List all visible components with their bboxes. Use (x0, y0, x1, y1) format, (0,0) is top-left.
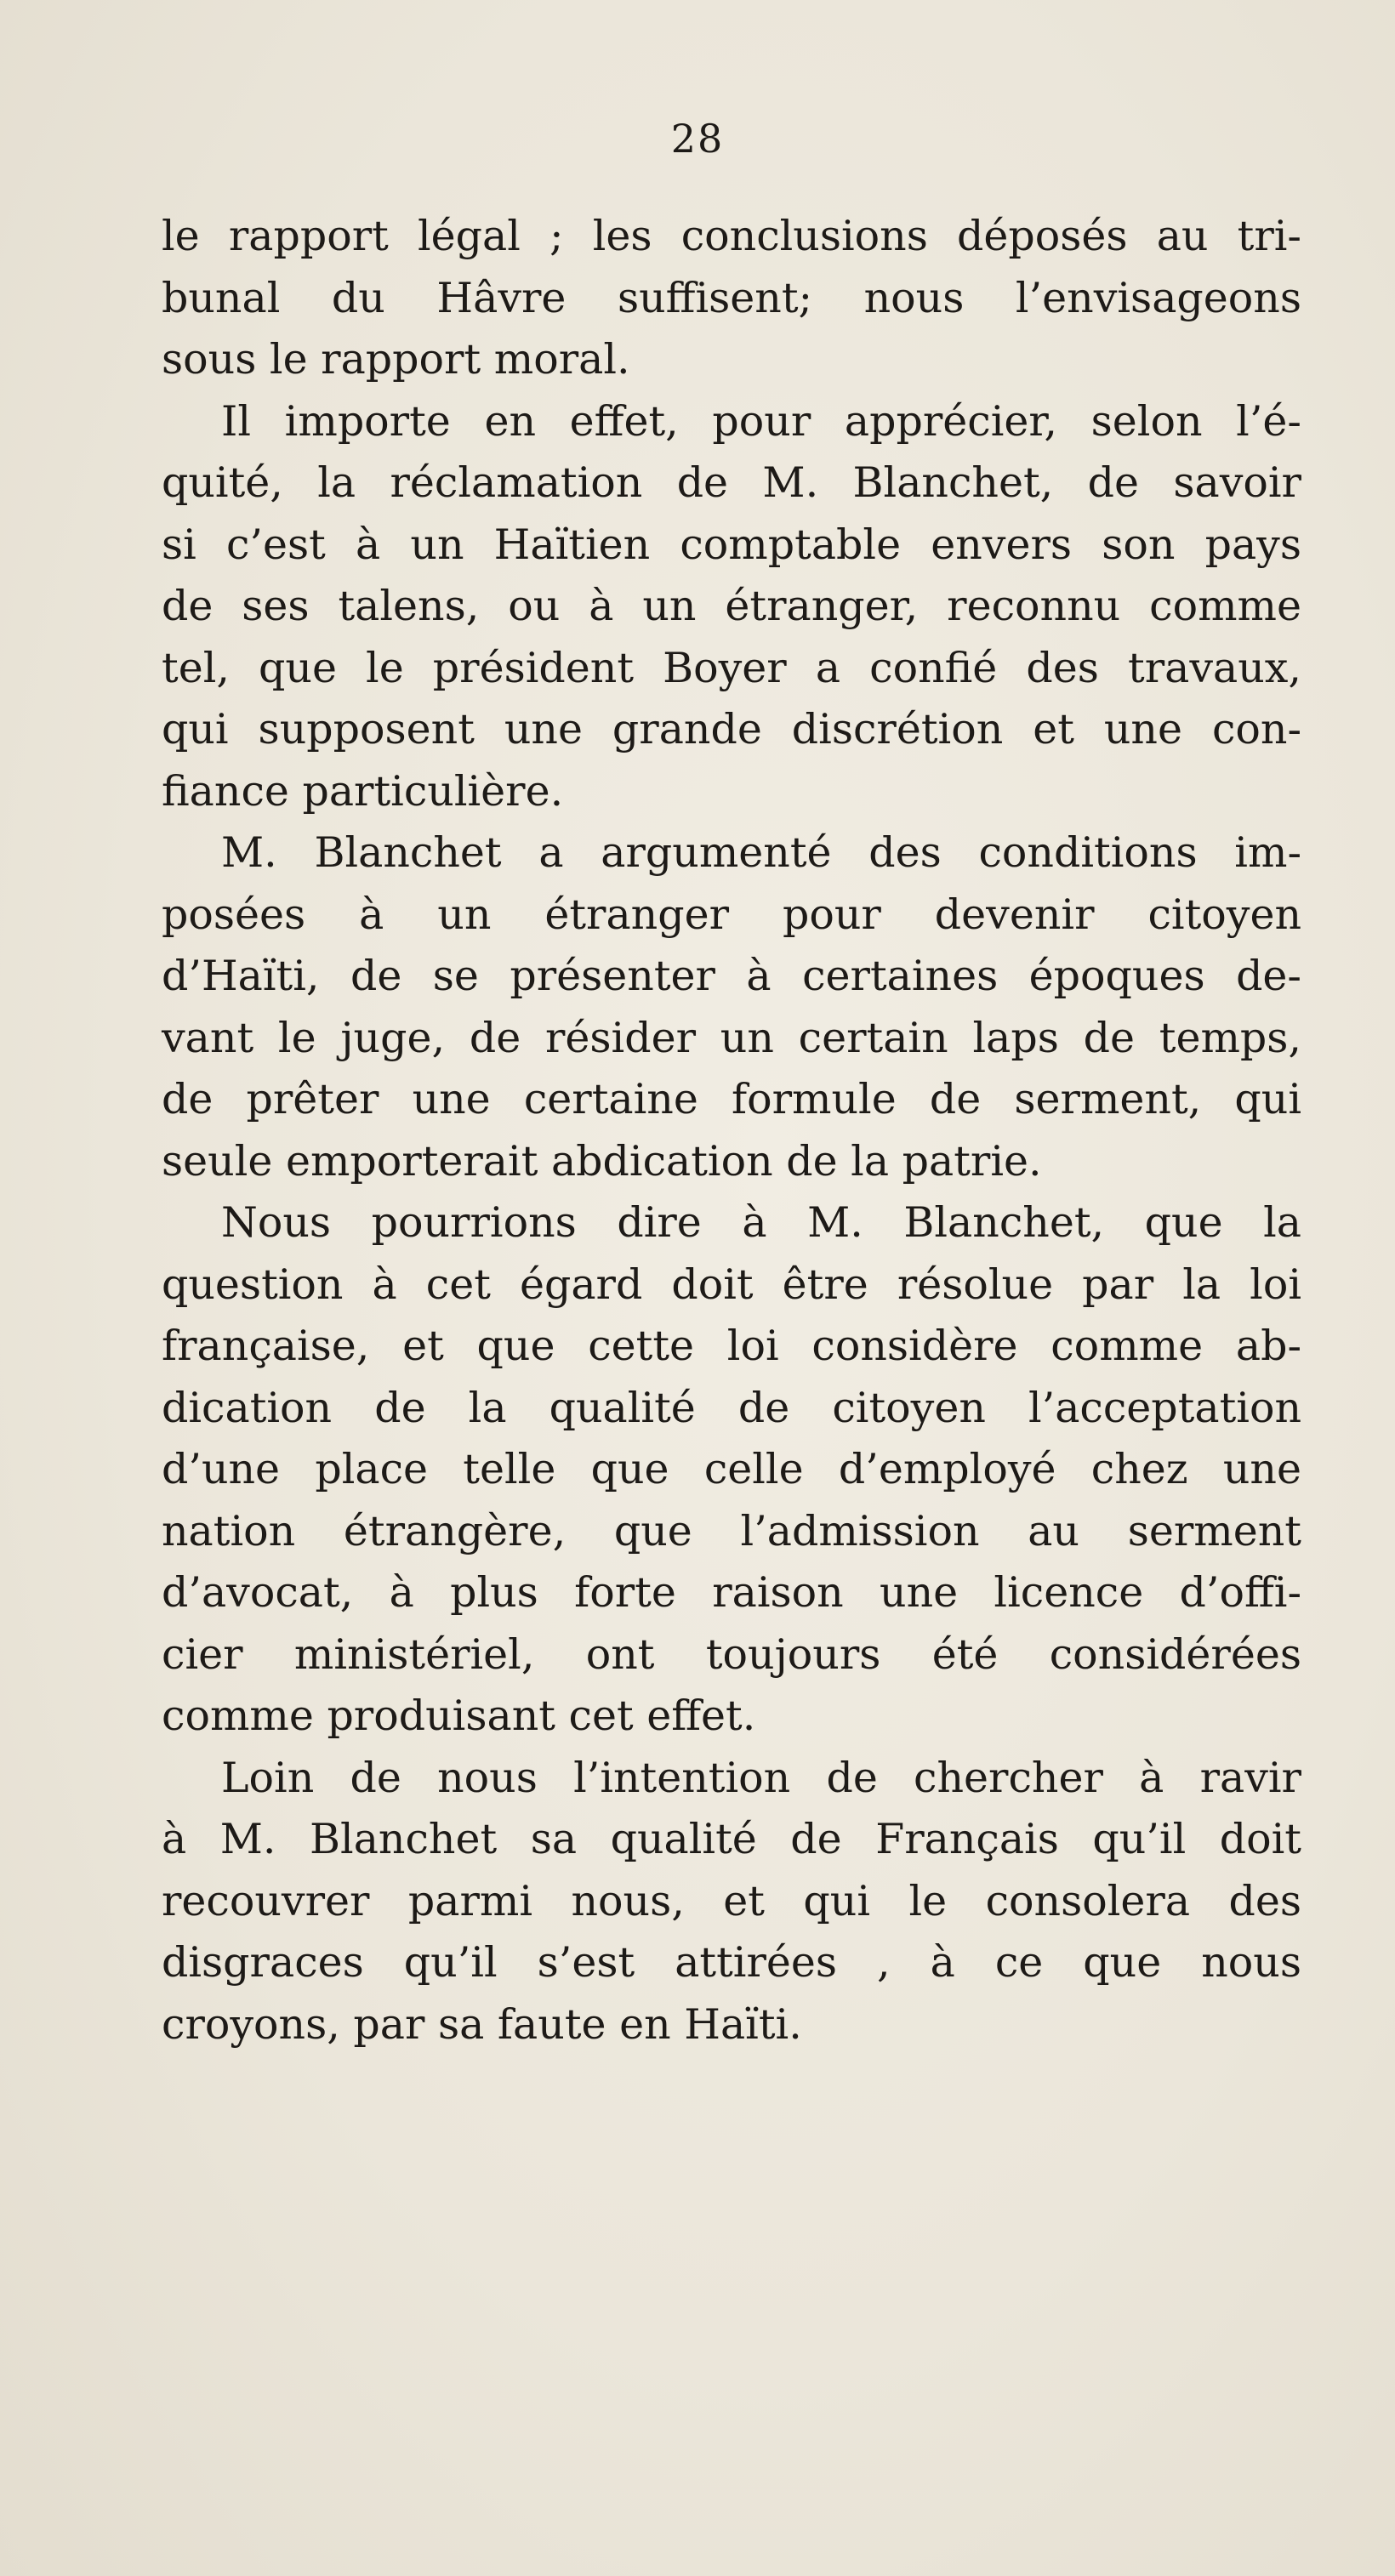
text-line: qui supposent une grande discrétion et une con- (162, 705, 1301, 753)
text-line: cier ministériel, ont toujours été considérées (162, 1629, 1301, 1679)
text-line: à M. Blanchet sa qualité de Français qu’il doit (162, 1815, 1301, 1863)
text-line: question à cet égard doit être résolue par la loi (162, 1260, 1301, 1309)
text-line: bunal du Hâvre suffisent; nous l’envisageons (162, 273, 1301, 322)
text-line: seule emporterait abdication de la patrie. (162, 1136, 1042, 1186)
text-line: fiance particulière. (162, 766, 564, 816)
text-line: nation étrangère, que l’admission au serment (162, 1506, 1301, 1555)
text-line: Il importe en effet, pour apprécier, selon l’é- (221, 396, 1301, 446)
text-line: quité, la réclamation de M. Blanchet, de savoir (162, 458, 1301, 507)
body-text (162, 206, 1301, 2056)
text-line: sous le rapport moral. (162, 335, 630, 384)
text-line: le rapport légal ; les conclusions déposés au tri- (162, 212, 1301, 260)
text-line: recouvrer parmi nous, et qui le consolera des (162, 1876, 1301, 1925)
text-line: dication de la qualité de citoyen l’acceptation (162, 1383, 1301, 1432)
text-line: disgraces qu’il s’est attirées , à ce que nous (162, 1938, 1301, 1987)
text-line: vant le juge, de résider un certain laps de temps, (162, 1013, 1301, 1062)
text-line: de ses talens, ou à un étranger, reconnu comme (162, 582, 1301, 630)
text-line: M. Blanchet a argumenté des conditions im- (221, 828, 1301, 877)
text-line: si c’est à un Haïtien comptable envers son pays (162, 520, 1301, 569)
text-line: d’une place telle que celle d’employé chez une (162, 1445, 1301, 1493)
text-line: française, et que cette loi considère comme ab- (162, 1322, 1301, 1370)
text-line: tel, que le président Boyer a confié des travaux, (162, 643, 1301, 692)
text-line: posées à un étranger pour devenir citoyen (162, 890, 1301, 939)
text-line: Nous pourrions dire à M. Blanchet, que la (221, 1198, 1301, 1247)
text-line: comme produisant cet effet. (162, 1692, 756, 1740)
text-line: croyons, par sa faute en Haïti. (162, 1999, 802, 2049)
text-line: de prêter une certaine formule de serment, qui (162, 1075, 1301, 1123)
text-line: d’avocat, à plus forte raison une licence d’offi- (162, 1568, 1301, 1617)
text-line: Loin de nous l’intention de chercher à ravir (221, 1753, 1301, 1802)
page-number: 28 (670, 116, 725, 162)
text-line: d’Haïti, de se présenter à certaines époques de- (162, 952, 1301, 1000)
